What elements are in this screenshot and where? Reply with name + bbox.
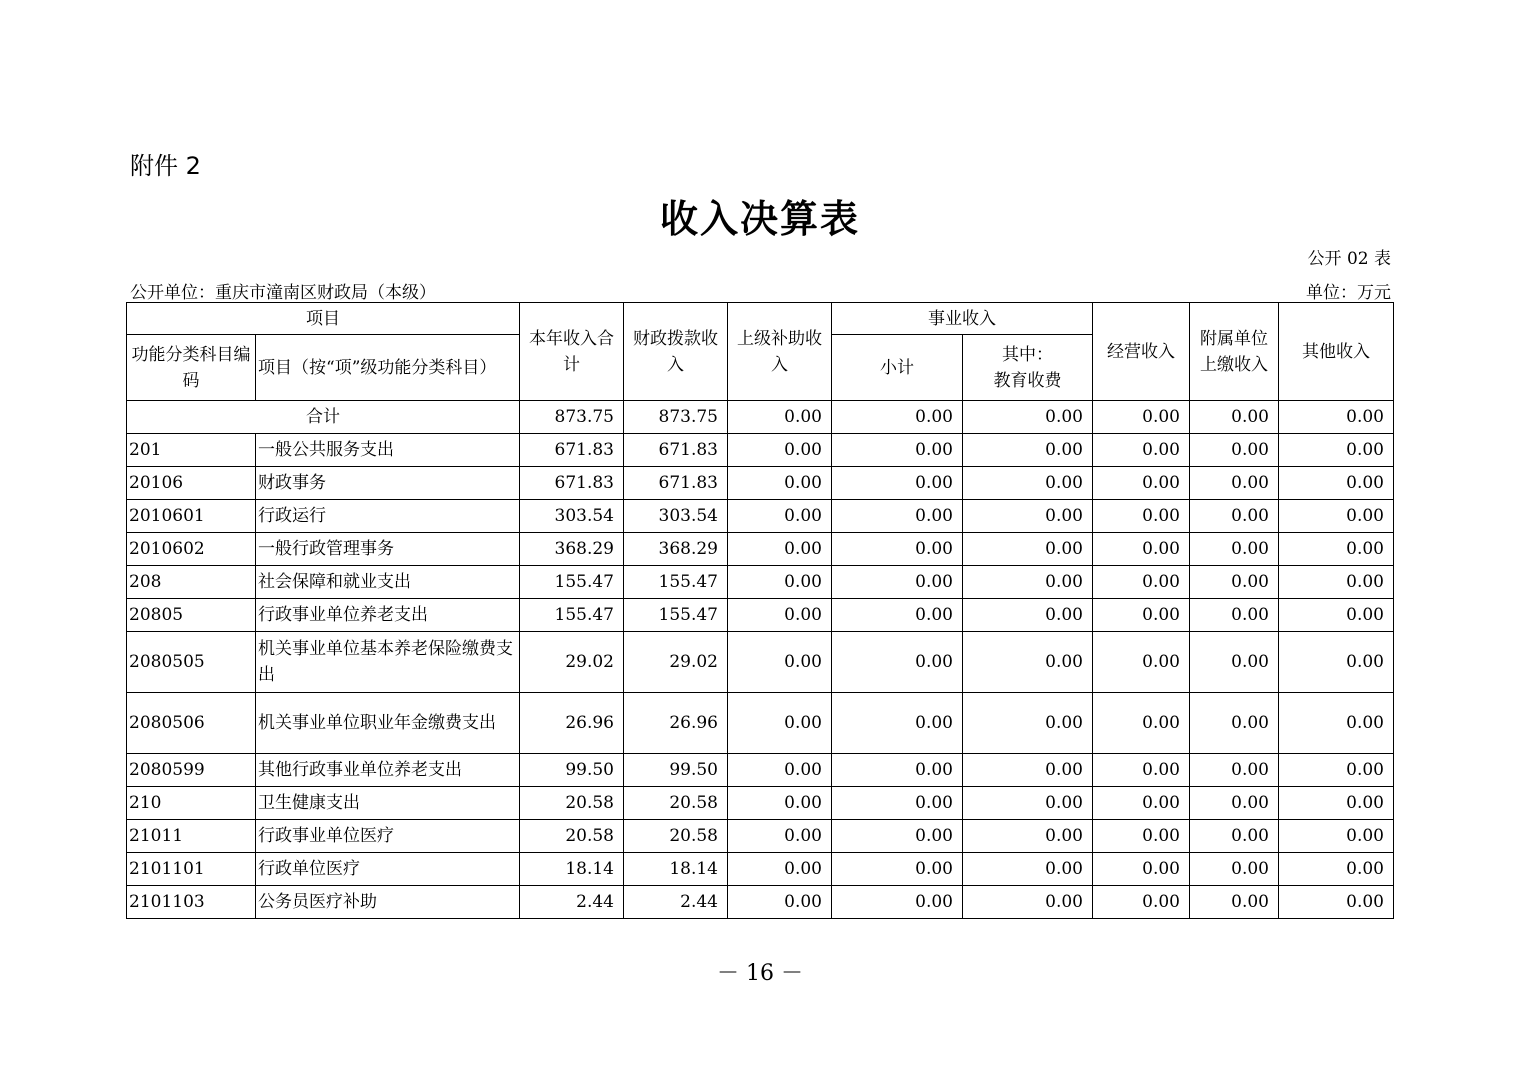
row-value: 0.00: [1190, 693, 1279, 754]
row-value: 303.54: [520, 500, 624, 533]
row-value: 0.00: [1093, 853, 1190, 886]
row-value: 0.00: [1093, 467, 1190, 500]
row-value: 0.00: [832, 533, 963, 566]
row-value: 0.00: [832, 632, 963, 693]
row-value: 0.00: [963, 886, 1093, 919]
row-value: 0.00: [832, 500, 963, 533]
row-value: 0.00: [832, 820, 963, 853]
reporting-unit: 公开单位：重庆市潼南区财政局（本级）: [130, 283, 436, 303]
row-value: 0.00: [963, 632, 1093, 693]
row-value: 0.00: [963, 599, 1093, 632]
row-value: 20.58: [624, 820, 728, 853]
row-value: 0.00: [728, 820, 832, 853]
row-code: 2010602: [127, 533, 256, 566]
row-code: 20805: [127, 599, 256, 632]
row-value: 99.50: [520, 754, 624, 787]
row-code: 2080599: [127, 754, 256, 787]
total-value: 0.00: [963, 401, 1093, 434]
table-row: [127, 500, 1394, 533]
row-code: 2080506: [127, 693, 256, 754]
row-value: 0.00: [1093, 632, 1190, 693]
row-value: 0.00: [1279, 693, 1394, 754]
row-value: 0.00: [963, 434, 1093, 467]
table-row: [127, 467, 1394, 500]
row-value: 0.00: [1093, 886, 1190, 919]
header-code: 功能分类科目编码: [127, 335, 256, 401]
row-value: 0.00: [963, 693, 1093, 754]
row-code: 2080505: [127, 632, 256, 693]
header-business: 经营收入: [1093, 303, 1190, 401]
currency-unit: 单位：万元: [1306, 283, 1391, 303]
row-value: 0.00: [1190, 434, 1279, 467]
total-value: 0.00: [728, 401, 832, 434]
row-value: 0.00: [728, 434, 832, 467]
row-value: 368.29: [624, 533, 728, 566]
attachment-label: 附件 2: [130, 152, 201, 180]
row-name: 行政运行: [256, 500, 520, 533]
total-value: 0.00: [1279, 401, 1394, 434]
row-name: 社会保障和就业支出: [256, 566, 520, 599]
header-education-fee: [963, 335, 1093, 401]
header-subtotal: 小计: [832, 335, 963, 401]
row-value: 368.29: [520, 533, 624, 566]
header-total: 本年收入合计: [520, 303, 624, 401]
row-value: 0.00: [832, 566, 963, 599]
row-value: 0.00: [1093, 820, 1190, 853]
row-value: 0.00: [1279, 467, 1394, 500]
row-value: 29.02: [624, 632, 728, 693]
header-fiscal: 财政拨款收入: [624, 303, 728, 401]
row-code: 210: [127, 787, 256, 820]
row-value: 0.00: [1190, 467, 1279, 500]
row-value: 0.00: [728, 500, 832, 533]
row-value: 0.00: [1279, 533, 1394, 566]
row-code: 21011: [127, 820, 256, 853]
row-value: 0.00: [1190, 500, 1279, 533]
page-title: 收入决算表: [659, 196, 860, 241]
row-value: 0.00: [1190, 853, 1279, 886]
row-value: 0.00: [1279, 566, 1394, 599]
total-row: [127, 401, 1394, 434]
row-value: 0.00: [728, 467, 832, 500]
row-value: 0.00: [963, 533, 1093, 566]
row-value: 0.00: [728, 533, 832, 566]
table-row: [127, 787, 1394, 820]
row-value: 0.00: [728, 632, 832, 693]
row-value: 0.00: [1093, 500, 1190, 533]
row-value: 0.00: [728, 886, 832, 919]
row-code: 20106: [127, 467, 256, 500]
row-code: 2010601: [127, 500, 256, 533]
header-career: 事业收入: [832, 303, 1093, 335]
row-value: 18.14: [520, 853, 624, 886]
row-value: 671.83: [624, 467, 728, 500]
header-other: 其他收入: [1279, 303, 1394, 401]
row-value: 0.00: [728, 693, 832, 754]
header-superior: 上级补助收入: [728, 303, 832, 401]
header-name: 项目（按“项”级功能分类科目）: [256, 335, 520, 401]
row-value: 0.00: [963, 853, 1093, 886]
row-value: 0.00: [1093, 787, 1190, 820]
row-value: 0.00: [832, 599, 963, 632]
row-value: 155.47: [624, 566, 728, 599]
row-value: 0.00: [1279, 787, 1394, 820]
row-value: 0.00: [728, 853, 832, 886]
row-value: 0.00: [963, 467, 1093, 500]
row-value: 0.00: [832, 693, 963, 754]
row-value: 0.00: [1190, 566, 1279, 599]
row-value: 0.00: [963, 566, 1093, 599]
table-row: [127, 434, 1394, 467]
row-name: 财政事务: [256, 467, 520, 500]
row-value: 2.44: [520, 886, 624, 919]
row-value: 0.00: [963, 500, 1093, 533]
table-row: [127, 820, 1394, 853]
row-value: 0.00: [728, 566, 832, 599]
row-value: 0.00: [1279, 632, 1394, 693]
row-code: 2101101: [127, 853, 256, 886]
row-value: 99.50: [624, 754, 728, 787]
row-value: 20.58: [520, 787, 624, 820]
row-value: 0.00: [1190, 820, 1279, 853]
row-name: 卫生健康支出: [256, 787, 520, 820]
row-value: 0.00: [1279, 820, 1394, 853]
row-value: 0.00: [1093, 693, 1190, 754]
row-value: 20.58: [520, 820, 624, 853]
row-value: 671.83: [520, 467, 624, 500]
total-value: 873.75: [520, 401, 624, 434]
row-value: 155.47: [624, 599, 728, 632]
table-row: [127, 886, 1394, 919]
row-value: 18.14: [624, 853, 728, 886]
page-number: － 16 －: [717, 961, 803, 986]
row-name: 公务员医疗补助: [256, 886, 520, 919]
row-value: 0.00: [1190, 533, 1279, 566]
row-value: 0.00: [1279, 599, 1394, 632]
total-label: 合计: [127, 401, 520, 434]
row-name: 一般公共服务支出: [256, 434, 520, 467]
row-name: 其他行政事业单位养老支出: [256, 754, 520, 787]
row-value: 0.00: [832, 886, 963, 919]
row-value: 0.00: [1190, 886, 1279, 919]
row-value: 0.00: [832, 853, 963, 886]
row-value: 0.00: [1279, 434, 1394, 467]
row-code: 208: [127, 566, 256, 599]
row-value: 0.00: [1093, 599, 1190, 632]
total-value: 0.00: [832, 401, 963, 434]
row-name: 机关事业单位职业年金缴费支出: [256, 693, 520, 754]
row-value: 671.83: [624, 434, 728, 467]
row-value: 0.00: [832, 467, 963, 500]
total-value: 873.75: [624, 401, 728, 434]
row-value: 0.00: [1093, 434, 1190, 467]
row-value: 0.00: [1190, 599, 1279, 632]
table-row: [127, 693, 1394, 754]
row-name: 行政单位医疗: [256, 853, 520, 886]
row-value: 303.54: [624, 500, 728, 533]
row-value: 155.47: [520, 566, 624, 599]
total-value: 0.00: [1190, 401, 1279, 434]
row-value: 20.58: [624, 787, 728, 820]
row-value: 0.00: [728, 599, 832, 632]
row-value: 0.00: [1093, 566, 1190, 599]
row-name: 行政事业单位养老支出: [256, 599, 520, 632]
row-value: 0.00: [963, 787, 1093, 820]
table-row: [127, 533, 1394, 566]
table-row: [127, 853, 1394, 886]
row-value: 0.00: [1190, 787, 1279, 820]
row-value: 26.96: [624, 693, 728, 754]
row-value: 0.00: [1279, 754, 1394, 787]
row-value: 0.00: [1190, 632, 1279, 693]
row-name: 一般行政管理事务: [256, 533, 520, 566]
row-value: 29.02: [520, 632, 624, 693]
total-value: 0.00: [1093, 401, 1190, 434]
table-number: 公开 02 表: [1307, 249, 1391, 269]
row-value: 671.83: [520, 434, 624, 467]
row-value: 0.00: [728, 787, 832, 820]
row-value: 0.00: [832, 787, 963, 820]
row-name: 行政事业单位医疗: [256, 820, 520, 853]
table-row: [127, 566, 1394, 599]
row-name: 机关事业单位基本养老保险缴费支出: [256, 632, 520, 693]
row-value: 0.00: [1190, 754, 1279, 787]
header-education-fee-label: 教育收费: [993, 370, 1062, 391]
table-row: [127, 754, 1394, 787]
table-row: [127, 599, 1394, 632]
header-education-fee-prefix: 其中：: [1002, 344, 1053, 365]
income-table: [126, 302, 1394, 919]
header-item: 项目: [127, 303, 520, 335]
row-code: 2101103: [127, 886, 256, 919]
row-value: 0.00: [963, 820, 1093, 853]
row-value: 0.00: [728, 754, 832, 787]
header-affiliated: 附属单位上缴收入: [1190, 303, 1279, 401]
row-value: 0.00: [1279, 500, 1394, 533]
row-value: 0.00: [1279, 886, 1394, 919]
row-code: 201: [127, 434, 256, 467]
row-value: 0.00: [963, 754, 1093, 787]
row-value: 0.00: [1093, 533, 1190, 566]
row-value: 0.00: [1279, 853, 1394, 886]
row-value: 0.00: [832, 434, 963, 467]
row-value: 155.47: [520, 599, 624, 632]
row-value: 0.00: [832, 754, 963, 787]
row-value: 2.44: [624, 886, 728, 919]
table-row: [127, 632, 1394, 693]
row-value: 0.00: [1093, 754, 1190, 787]
row-value: 26.96: [520, 693, 624, 754]
